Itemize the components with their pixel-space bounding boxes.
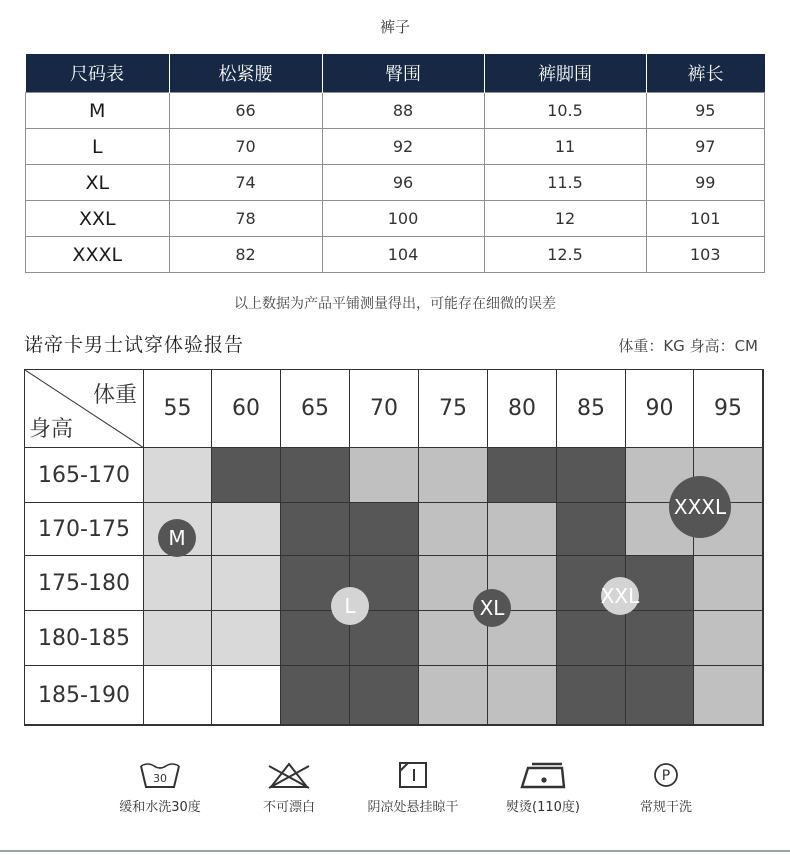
header-hem: 裤脚围 xyxy=(484,54,646,93)
fit-cell xyxy=(281,448,350,503)
table-cell: 78 xyxy=(169,201,322,237)
fit-cell xyxy=(488,503,557,556)
weight-header: 75 xyxy=(419,370,488,448)
header-length: 裤长 xyxy=(646,54,765,93)
fit-cell xyxy=(419,503,488,556)
table-cell: 99 xyxy=(646,165,765,201)
size-badge: XL xyxy=(473,589,511,627)
care-wash xyxy=(95,760,225,815)
height-label: 180-185 xyxy=(25,611,144,666)
weight-header: 85 xyxy=(557,370,626,448)
height-label: 175-180 xyxy=(25,556,144,611)
care-label: 熨烫(110度) xyxy=(506,800,580,815)
care-label: 常规干洗 xyxy=(639,800,692,815)
size-cell: M xyxy=(26,93,170,129)
fit-cell xyxy=(419,666,488,725)
table-cell: 103 xyxy=(646,237,765,273)
height-label: 185-190 xyxy=(25,666,144,725)
size-badge: L xyxy=(331,587,369,625)
size-badge: XXXL xyxy=(669,476,731,538)
fit-cell xyxy=(212,556,281,611)
size-cell: XXXL xyxy=(26,237,170,273)
care-label: 阴凉处悬挂晾干 xyxy=(367,800,459,815)
fit-cell xyxy=(557,448,626,503)
size-table xyxy=(25,54,765,273)
care-dryclean xyxy=(601,760,731,815)
care-dry xyxy=(348,760,478,815)
fit-cell xyxy=(144,556,212,611)
care-label: 不可漂白 xyxy=(262,800,315,815)
no-bleach-icon xyxy=(263,760,315,790)
weight-header: 55 xyxy=(144,370,212,448)
table-cell: 82 xyxy=(169,237,322,273)
fit-cell xyxy=(694,556,763,611)
weight-header: 95 xyxy=(694,370,763,448)
fit-cell xyxy=(557,503,626,556)
fit-cell xyxy=(212,666,281,725)
shade-hang-dry-icon xyxy=(397,760,429,790)
table-cell: 104 xyxy=(322,237,484,273)
corner-weight-label: 体重 xyxy=(92,383,137,408)
report-title: 诺帝卡男士试穿体验报告 xyxy=(24,334,245,356)
bottom-divider xyxy=(0,850,790,852)
table-cell: 95 xyxy=(646,93,765,129)
table-cell: 11 xyxy=(484,129,646,165)
care-bleach xyxy=(224,760,354,815)
table-row xyxy=(26,165,765,201)
corner-cell xyxy=(25,370,144,448)
table-cell: 74 xyxy=(169,165,322,201)
weight-header: 80 xyxy=(488,370,557,448)
table-cell: 92 xyxy=(322,129,484,165)
fit-grid xyxy=(24,369,764,726)
pants-title: 裤子 xyxy=(379,18,410,36)
size-cell: L xyxy=(26,129,170,165)
size-badge: M xyxy=(158,519,196,557)
weight-header: 65 xyxy=(281,370,350,448)
table-cell: 96 xyxy=(322,165,484,201)
fit-cell xyxy=(488,666,557,725)
table-cell: 101 xyxy=(646,201,765,237)
header-hip: 臀围 xyxy=(322,54,484,93)
fit-cell xyxy=(694,611,763,666)
units-label: 体重：KG 身高：CM xyxy=(618,337,758,355)
dry-clean-letter: P xyxy=(661,768,671,784)
size-cell: XXL xyxy=(26,201,170,237)
fit-cell xyxy=(212,503,281,556)
table-row xyxy=(26,129,765,165)
table-row xyxy=(26,237,765,273)
weight-header: 60 xyxy=(212,370,281,448)
fit-cell xyxy=(626,666,694,725)
height-label: 170-175 xyxy=(25,503,144,556)
table-cell: 12.5 xyxy=(484,237,646,273)
table-cell: 100 xyxy=(322,201,484,237)
care-iron xyxy=(478,760,608,815)
care-label: 缓和水洗30度 xyxy=(119,800,201,815)
fit-cell xyxy=(350,448,419,503)
table-cell: 97 xyxy=(646,129,765,165)
size-table-header xyxy=(26,54,765,93)
fit-cell xyxy=(281,666,350,725)
table-row xyxy=(26,93,765,129)
iron-icon xyxy=(518,760,568,790)
fit-cell xyxy=(350,666,419,725)
fit-cell xyxy=(212,611,281,666)
corner-height-label: 身高 xyxy=(29,417,74,442)
table-cell: 70 xyxy=(169,129,322,165)
table-cell: 88 xyxy=(322,93,484,129)
wash-30-icon xyxy=(138,760,182,790)
fit-cell xyxy=(144,666,212,725)
fit-cell xyxy=(626,611,694,666)
table-cell: 12 xyxy=(484,201,646,237)
fit-cell xyxy=(144,611,212,666)
fit-cell xyxy=(419,448,488,503)
fit-cell xyxy=(557,611,626,666)
fit-cell xyxy=(350,503,419,556)
height-label: 165-170 xyxy=(25,448,144,503)
fit-cell xyxy=(488,448,557,503)
fit-cell xyxy=(694,666,763,725)
size-cell: XL xyxy=(26,165,170,201)
table-row xyxy=(26,201,765,237)
fit-cell xyxy=(144,448,212,503)
weight-header: 90 xyxy=(626,370,694,448)
dry-clean-p-icon xyxy=(651,760,681,790)
table-cell: 11.5 xyxy=(484,165,646,201)
measurement-note: 以上数据为产品平铺测量得出，可能存在细微的误差 xyxy=(234,296,556,312)
weight-header: 70 xyxy=(350,370,419,448)
table-cell: 66 xyxy=(169,93,322,129)
fit-cell xyxy=(557,666,626,725)
size-badge: XXL xyxy=(601,577,639,615)
fit-cell xyxy=(281,503,350,556)
wash-temp: 30 xyxy=(153,772,167,785)
fit-cell xyxy=(212,448,281,503)
header-waist: 松紧腰 xyxy=(169,54,322,93)
table-cell: 10.5 xyxy=(484,93,646,129)
header-size: 尺码表 xyxy=(26,54,170,93)
